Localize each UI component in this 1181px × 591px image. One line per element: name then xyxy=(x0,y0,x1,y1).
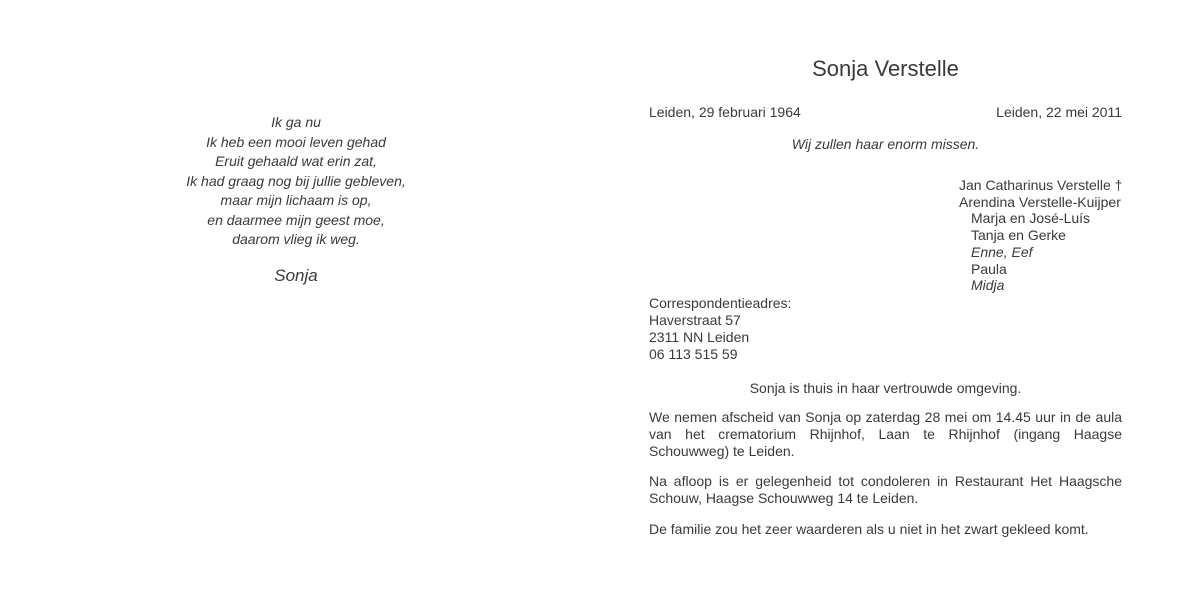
poem-line: Ik had graag nog bij jullie gebleven, xyxy=(186,172,406,189)
address-phone: 06 113 515 59 xyxy=(649,345,738,362)
poem-line: maar mijn lichaam is op, xyxy=(220,192,372,208)
family-member: Enne, Eef xyxy=(971,243,1033,260)
poem-line: Ik ga nu xyxy=(271,114,321,130)
address-street: Haverstraat 57 xyxy=(649,311,741,328)
family-member: Jan Catharinus Verstelle † xyxy=(959,177,1123,193)
condolence-paragraph: Na afloop is er gelegenheid tot condoleren in Restaurant Het Haagsche Schouw, Haagse Schouwweg 14 te Leiden. xyxy=(649,473,1122,507)
family-member: Marja en José-Luís xyxy=(971,210,1091,227)
home-note: Sonja is thuis in haar vertrouwde omgeving. xyxy=(749,379,1022,396)
poem-section xyxy=(120,113,472,286)
motto: Wij zullen haar enorm missen. xyxy=(791,136,980,152)
correspondence-address xyxy=(649,295,1122,363)
dress-request-paragraph: De familie zou het zeer waarderen als u niet in het zwart gekleed komt. xyxy=(649,520,1089,537)
birth-date: Leiden, 29 februari 1964 xyxy=(649,104,801,120)
family-list xyxy=(959,177,1122,294)
dates-row xyxy=(649,103,1122,121)
death-date: Leiden, 22 mei 2011 xyxy=(996,104,1122,120)
family-member: Tanja en Gerke xyxy=(971,227,1066,244)
poem-signature: Sonja xyxy=(274,265,318,285)
deceased-name: Sonja Verstelle xyxy=(812,56,959,81)
poem-line: en daarmee mijn geest moe, xyxy=(207,211,385,228)
poem-line: daarom vlieg ik weg. xyxy=(232,231,360,247)
family-member: Arendina Verstelle-Kuijper xyxy=(959,193,1121,210)
notice-section xyxy=(649,52,1122,552)
poem-line: Eruit gehaald wat erin zat, xyxy=(215,153,377,169)
farewell-paragraph: We nemen afscheid van Sonja op zaterdag 28 mei om 14.45 uur in de aula van het crematorium Rhijnhof, Laan te Rhijnhof (ingang Haagse Schouwweg) te Leiden. xyxy=(649,408,1122,459)
poem-line: Ik heb een mooi leven gehad xyxy=(206,133,386,150)
family-member: Midja xyxy=(971,277,1005,294)
family-member: Paula xyxy=(971,260,1007,277)
address-postcode: 2311 NN Leiden xyxy=(649,328,750,345)
address-label: Correspondentieadres: xyxy=(649,294,792,311)
